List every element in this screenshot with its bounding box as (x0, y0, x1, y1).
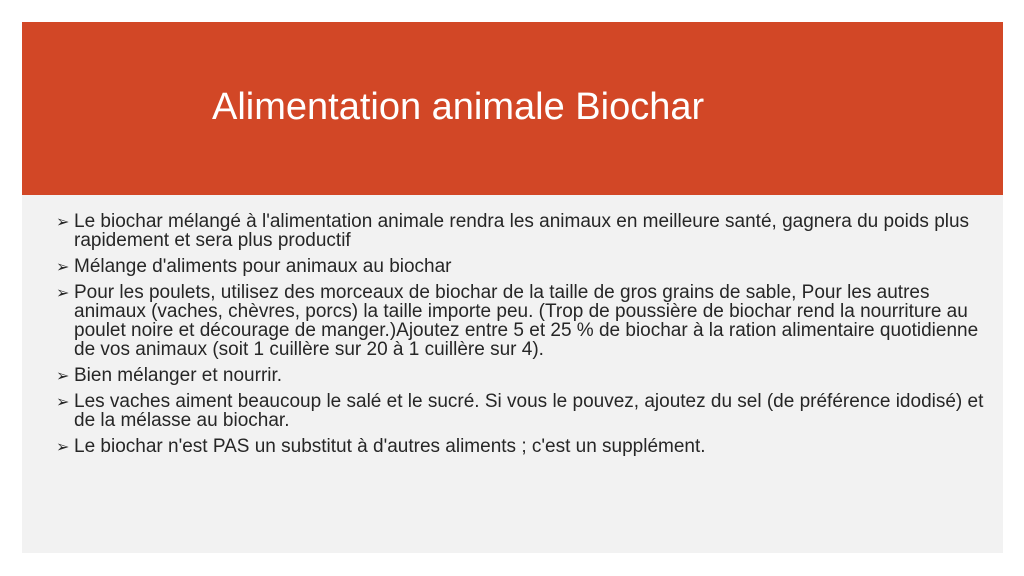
arrow-bullet-icon: ➢ (56, 212, 70, 231)
arrow-bullet-icon: ➢ (56, 437, 70, 456)
bullet-item (56, 212, 996, 250)
bullet-text: Le biochar mélangé à l'alimentation animale rendra les animaux en meilleure santé, gagnera du poids plus rapidement et sera plus productif (74, 211, 970, 251)
arrow-bullet-icon: ➢ (56, 366, 70, 385)
bullet-text: Bien mélanger et nourrir. (74, 365, 283, 386)
arrow-bullet-icon: ➢ (56, 257, 70, 276)
bullet-text: Le biochar n'est PAS un substitut à d'autres aliments ; c'est un supplément. (74, 436, 706, 457)
bullet-item (56, 437, 996, 456)
bullet-item (56, 366, 996, 385)
bullet-item (56, 392, 996, 430)
arrow-bullet-icon: ➢ (56, 392, 70, 411)
bullet-list (56, 212, 996, 463)
bullet-text: Pour les poulets, utilisez des morceaux de biochar de la taille de gros grains de sable, Pour les autres animaux (vaches, chèvres, porcs) la taille importe peu. (Trop de poussière de biochar rend la nourriture au poulet noire et décourage de manger.)Ajoutez entre 5 et 25 % de biochar à la ration alimentaire quotidienne de vos animaux (soit 1 cuillère sur 20 à 1 cuillère sur 4). (74, 282, 979, 360)
arrow-bullet-icon: ➢ (56, 283, 70, 302)
bullet-text: Les vaches aiment beaucoup le salé et le sucré. Si vous le pouvez, ajoutez du sel (de préférence idodisé) et de la mélasse au biochar. (74, 391, 984, 431)
bullet-item (56, 257, 996, 276)
slide (22, 22, 1003, 553)
bullet-item (56, 283, 996, 359)
bullet-text: Mélange d'aliments pour animaux au biochar (74, 256, 452, 277)
title-bar (22, 22, 1003, 195)
slide-title: Alimentation animale Biochar (212, 86, 705, 128)
